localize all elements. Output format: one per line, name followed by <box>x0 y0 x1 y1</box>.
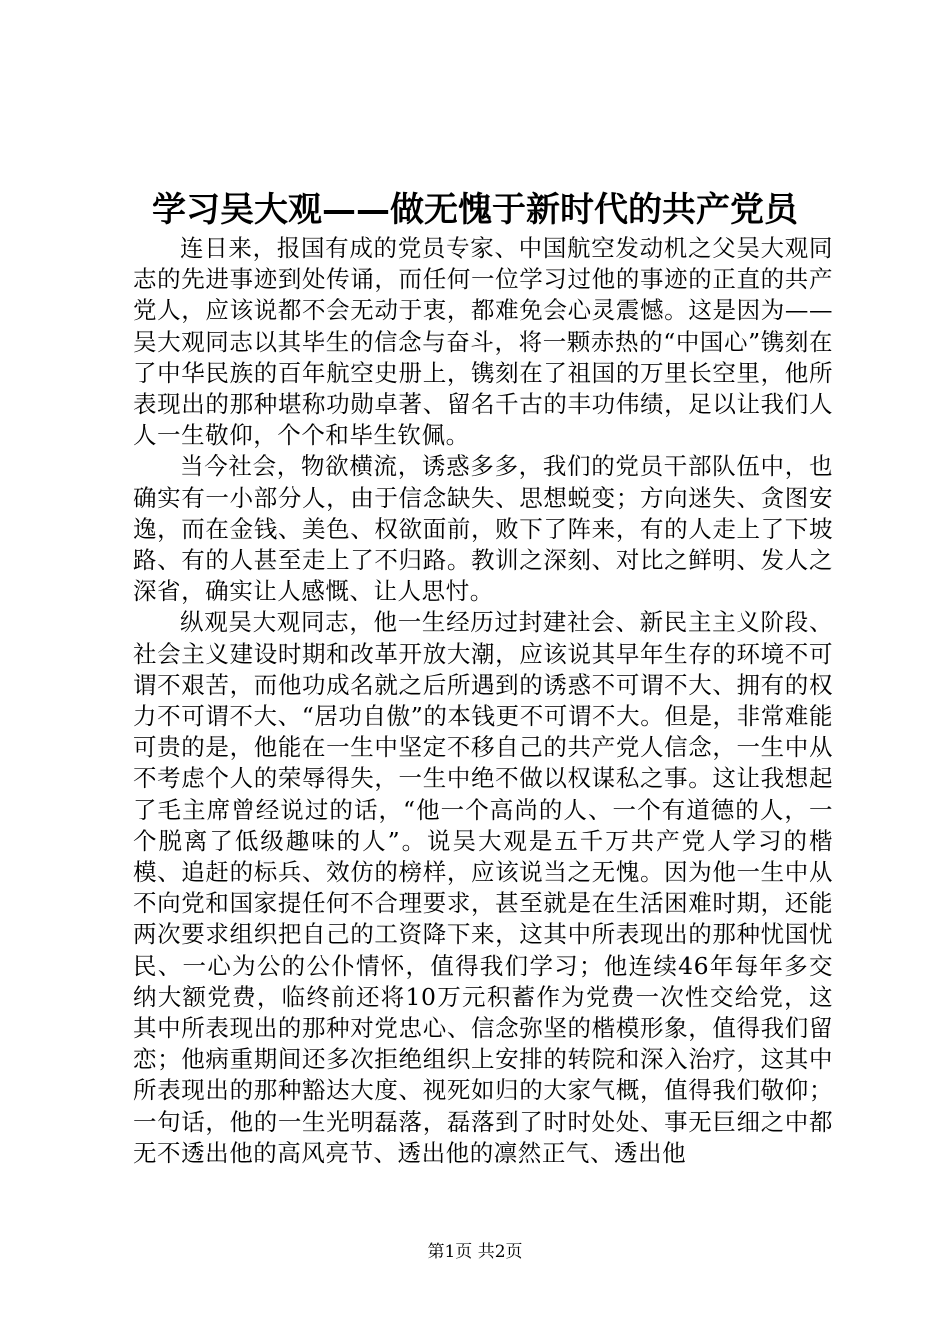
paragraph-1: 连日来，报国有成的党员专家、中国航空发动机之父吴大观同志的先进事迹到处传诵，而任何一位学习过他的事迹的正直的共产党人，应该说都不会无动于衷，都难免会心灵震憾。这是因为——吴大观同志以其毕生的信念与奋斗，将一颗赤热的“中国心”镌刻在了中华民族的百年航空史册上，镌刻在了祖国的万里长空里，他所表现出的那种堪称功勋卓著、留名千古的丰功伟绩，足以让我们人人一生敬仰，个个和毕生钦佩。 <box>133 234 833 450</box>
paragraph-3: 纵观吴大观同志，他一生经历过封建社会、新民主主义阶段、社会主义建设时期和改革开放大潮，应该说其早年生存的环境不可谓不艰苦，而他功成名就之后所遇到的诱惑不可谓不大、拥有的权力不可谓不大、“居功自傲”的本钱更不可谓不大。但是，非常难能可贵的是，他能在一生中坚定不移自己的共产党人信念，一生中从不考虑个人的荣辱得失，一生中绝不做以权谋私之事。这让我想起了毛主席曾经说过的话，“他一个高尚的人、一个有道德的人，一个脱离了低级趣味的人”。说吴大观是五千万共产党人学习的楷模、追赶的标兵、效仿的榜样，应该说当之无愧。因为他一生中从不向党和国家提任何不合理要求，甚至就是在生活困难时期，还能两次要求组织把自己的工资降下来，这其中所表现出的那种忧国忧民、一心为公的公仆情怀，值得我们学习；他连续46年每年多交纳大额党费，临终前还将10万元积蓄作为党费一次性交给党，这其中所表现出的那种对党忠心、信念弥坚的楷模形象，值得我们留恋；他病重期间还多次拒绝组织上安排的转院和深入治疗，这其中所表现出的那种豁达大度、视死如归的大家气概，值得我们敬仰；一句话，他的一生光明磊落，磊落到了时时处处、事无巨细之中都无不透出他的高风亮节、透出他的凛然正气、透出他 <box>133 608 833 1167</box>
document-title: 学习吴大观——做无愧于新时代的共产党员 <box>152 190 798 230</box>
page-footer: 第1页 共2页 <box>427 1242 523 1262</box>
document-body <box>133 233 833 1169</box>
paragraph-2: 当今社会，物欲横流，诱惑多多，我们的党员干部队伍中，也确实有一小部分人，由于信念缺失、思想蜕变；方向迷失、贪图安逸，而在金钱、美色、权欲面前，败下了阵来，有的人走上了下坡路、有的人甚至走上了不归路。教训之深刻、对比之鲜明、发人之深省，确实让人感慨、让人思忖。 <box>133 452 833 606</box>
